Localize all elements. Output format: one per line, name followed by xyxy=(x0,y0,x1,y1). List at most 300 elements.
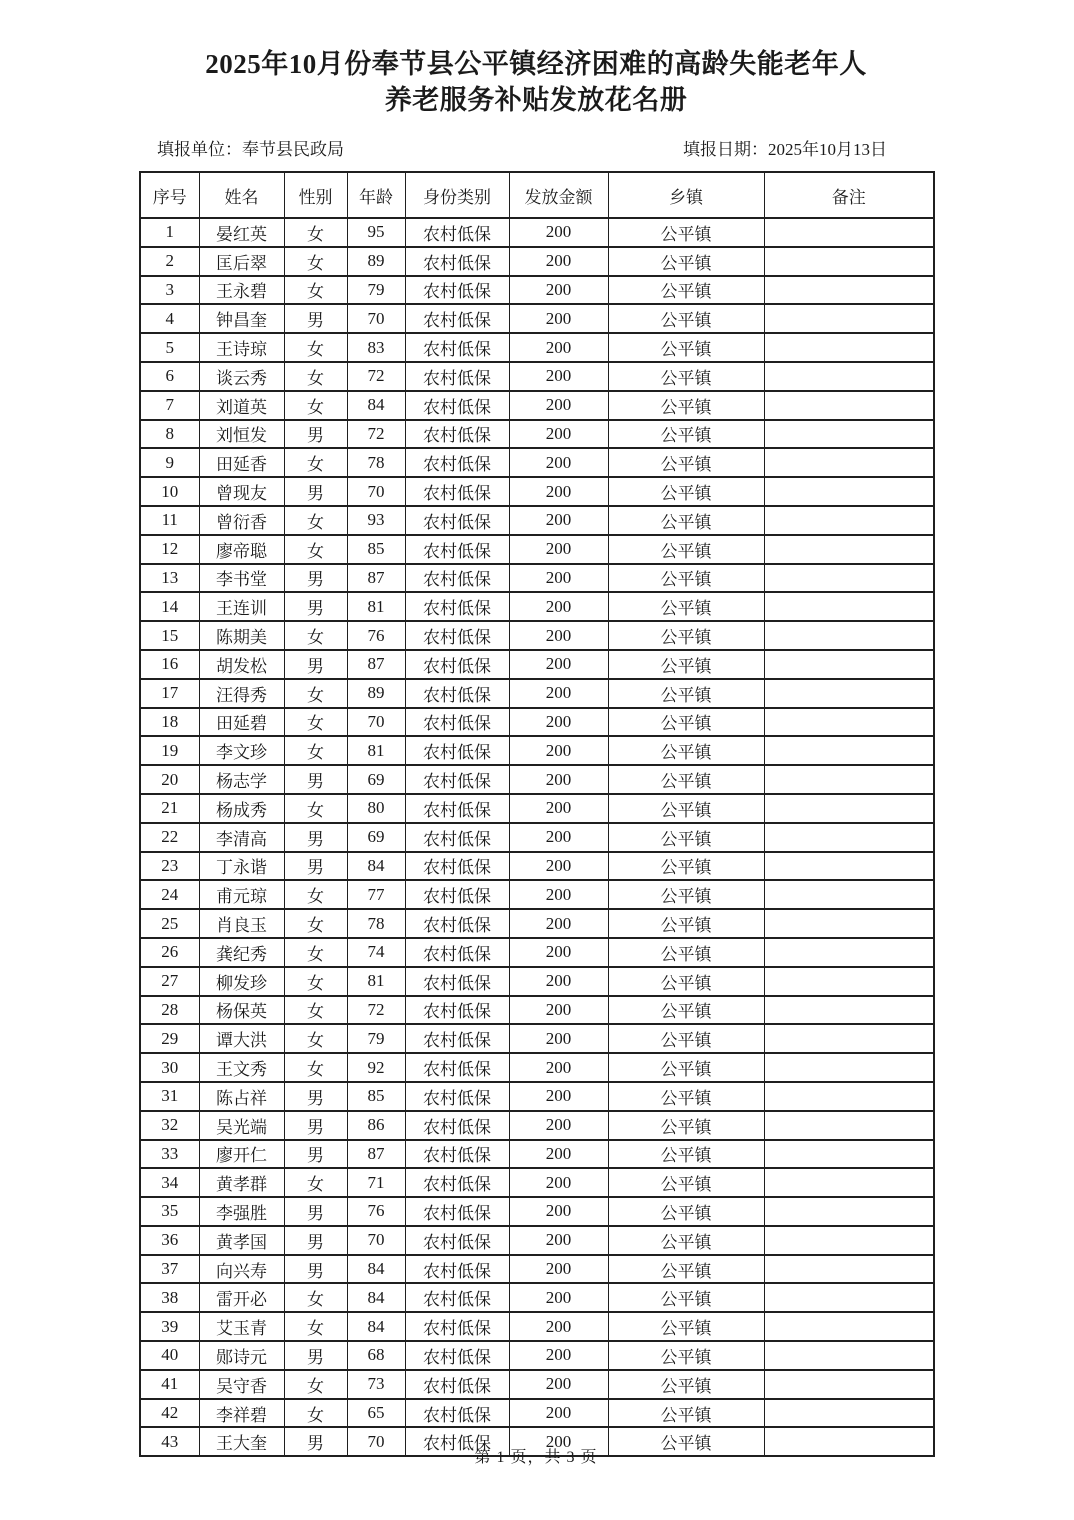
table-cell: 男 xyxy=(284,1255,347,1284)
table-cell: 200 xyxy=(509,1427,608,1456)
table-cell: 81 xyxy=(347,967,405,996)
table-cell: 公平镇 xyxy=(608,592,764,621)
reporting-date-label: 填报日期：2025年10月13日 xyxy=(683,140,887,159)
table-cell: 200 xyxy=(509,1024,608,1053)
table-cell: 200 xyxy=(509,1111,608,1140)
table-cell xyxy=(764,1082,934,1111)
table-cell: 女 xyxy=(284,506,347,535)
reporting-unit-label: 填报单位：奉节县民政局 xyxy=(157,140,344,159)
table-row xyxy=(140,1111,934,1140)
table-row xyxy=(140,765,934,794)
table-cell xyxy=(764,333,934,362)
table-cell xyxy=(764,1053,934,1082)
table-cell: 王大奎 xyxy=(199,1427,284,1456)
table-cell: 公平镇 xyxy=(608,276,764,305)
table-row xyxy=(140,592,934,621)
table-cell: 200 xyxy=(509,1226,608,1255)
table-cell: 200 xyxy=(509,880,608,909)
table-cell: 男 xyxy=(284,1197,347,1226)
table-cell: 李强胜 xyxy=(199,1197,284,1226)
column-header: 年龄 xyxy=(347,172,405,218)
table-cell: 女 xyxy=(284,1053,347,1082)
column-header: 姓名 xyxy=(199,172,284,218)
table-cell: 39 xyxy=(140,1312,199,1341)
table-cell: 女 xyxy=(284,938,347,967)
table-cell: 9 xyxy=(140,448,199,477)
table-cell: 农村低保 xyxy=(405,333,509,362)
table-cell: 女 xyxy=(284,362,347,391)
table-cell: 13 xyxy=(140,564,199,593)
table-cell: 公平镇 xyxy=(608,391,764,420)
table-row xyxy=(140,1197,934,1226)
table-cell: 农村低保 xyxy=(405,1399,509,1428)
table-cell: 200 xyxy=(509,852,608,881)
table-row xyxy=(140,535,934,564)
table-cell xyxy=(764,535,934,564)
table-cell: 70 xyxy=(347,304,405,333)
table-row xyxy=(140,1283,934,1312)
table-cell: 200 xyxy=(509,448,608,477)
table-cell: 田延香 xyxy=(199,448,284,477)
table-cell: 74 xyxy=(347,938,405,967)
column-header: 序号 xyxy=(140,172,199,218)
table-row xyxy=(140,1370,934,1399)
table-cell: 女 xyxy=(284,218,347,247)
table-cell: 93 xyxy=(347,506,405,535)
table-cell: 26 xyxy=(140,938,199,967)
table-cell: 22 xyxy=(140,823,199,852)
column-header: 乡镇 xyxy=(608,172,764,218)
table-cell: 公平镇 xyxy=(608,938,764,967)
table-row xyxy=(140,304,934,333)
table-cell: 公平镇 xyxy=(608,218,764,247)
table-cell: 农村低保 xyxy=(405,247,509,276)
table-cell: 27 xyxy=(140,967,199,996)
table-row xyxy=(140,1255,934,1284)
table-cell: 农村低保 xyxy=(405,535,509,564)
table-cell: 42 xyxy=(140,1399,199,1428)
table-cell xyxy=(764,218,934,247)
table-cell: 女 xyxy=(284,247,347,276)
table-cell: 农村低保 xyxy=(405,736,509,765)
table-cell xyxy=(764,506,934,535)
table-cell: 农村低保 xyxy=(405,1255,509,1284)
table-cell: 吴光端 xyxy=(199,1111,284,1140)
table-cell: 农村低保 xyxy=(405,996,509,1025)
table-cell: 11 xyxy=(140,506,199,535)
table-cell xyxy=(764,362,934,391)
table-cell: 公平镇 xyxy=(608,1399,764,1428)
table-cell: 曾衍香 xyxy=(199,506,284,535)
table-cell: 31 xyxy=(140,1082,199,1111)
table-cell xyxy=(764,1312,934,1341)
table-cell xyxy=(764,1111,934,1140)
table-cell: 200 xyxy=(509,938,608,967)
table-cell: 84 xyxy=(347,1283,405,1312)
table-cell: 公平镇 xyxy=(608,333,764,362)
table-cell: 公平镇 xyxy=(608,679,764,708)
table-cell: 公平镇 xyxy=(608,650,764,679)
table-cell xyxy=(764,1283,934,1312)
table-cell xyxy=(764,1197,934,1226)
table-row xyxy=(140,218,934,247)
table-cell: 农村低保 xyxy=(405,1140,509,1169)
table-cell: 2 xyxy=(140,247,199,276)
table-cell: 200 xyxy=(509,564,608,593)
column-header: 身份类别 xyxy=(405,172,509,218)
table-cell: 78 xyxy=(347,448,405,477)
table-cell: 男 xyxy=(284,852,347,881)
table-cell: 农村低保 xyxy=(405,852,509,881)
table-cell: 30 xyxy=(140,1053,199,1082)
table-cell: 20 xyxy=(140,765,199,794)
table-cell: 肖良玉 xyxy=(199,909,284,938)
table-cell: 李文珍 xyxy=(199,736,284,765)
table-cell: 公平镇 xyxy=(608,621,764,650)
table-cell: 70 xyxy=(347,1226,405,1255)
table-cell: 钟昌奎 xyxy=(199,304,284,333)
table-cell: 200 xyxy=(509,1140,608,1169)
page-title xyxy=(139,46,933,118)
table-cell xyxy=(764,1168,934,1197)
table-cell xyxy=(764,1140,934,1169)
table-cell: 女 xyxy=(284,1312,347,1341)
table-cell: 65 xyxy=(347,1399,405,1428)
table-cell: 农村低保 xyxy=(405,938,509,967)
table-cell xyxy=(764,765,934,794)
table-cell: 曾现友 xyxy=(199,477,284,506)
table-cell: 76 xyxy=(347,1197,405,1226)
table-cell xyxy=(764,794,934,823)
table-cell: 69 xyxy=(347,765,405,794)
table-cell: 公平镇 xyxy=(608,1370,764,1399)
table-row xyxy=(140,996,934,1025)
table-cell: 王诗琼 xyxy=(199,333,284,362)
table-cell: 200 xyxy=(509,362,608,391)
table-cell: 84 xyxy=(347,1255,405,1284)
table-cell: 农村低保 xyxy=(405,708,509,737)
table-row xyxy=(140,650,934,679)
table-cell: 刘恒发 xyxy=(199,420,284,449)
table-cell: 农村低保 xyxy=(405,1024,509,1053)
table-cell: 柳发珍 xyxy=(199,967,284,996)
column-header: 性别 xyxy=(284,172,347,218)
table-cell xyxy=(764,708,934,737)
table-cell: 200 xyxy=(509,391,608,420)
table-cell xyxy=(764,304,934,333)
table-row xyxy=(140,1140,934,1169)
table-cell: 男 xyxy=(284,1140,347,1169)
table-row xyxy=(140,1341,934,1370)
table-cell: 78 xyxy=(347,909,405,938)
table-row xyxy=(140,708,934,737)
table-cell: 郧诗元 xyxy=(199,1341,284,1370)
table-row xyxy=(140,1024,934,1053)
table-cell: 农村低保 xyxy=(405,477,509,506)
table-row xyxy=(140,823,934,852)
table-cell: 79 xyxy=(347,276,405,305)
table-row xyxy=(140,621,934,650)
table-cell: 200 xyxy=(509,1312,608,1341)
table-cell: 87 xyxy=(347,564,405,593)
table-cell: 农村低保 xyxy=(405,880,509,909)
table-cell: 廖开仁 xyxy=(199,1140,284,1169)
table-cell: 龚纪秀 xyxy=(199,938,284,967)
table-cell: 40 xyxy=(140,1341,199,1370)
table-cell: 女 xyxy=(284,1283,347,1312)
table-cell: 女 xyxy=(284,909,347,938)
table-cell xyxy=(764,564,934,593)
table-cell: 200 xyxy=(509,909,608,938)
table-row xyxy=(140,938,934,967)
table-cell xyxy=(764,1255,934,1284)
table-cell: 200 xyxy=(509,708,608,737)
table-cell: 公平镇 xyxy=(608,1053,764,1082)
table-cell: 4 xyxy=(140,304,199,333)
table-cell: 公平镇 xyxy=(608,996,764,1025)
table-cell xyxy=(764,1024,934,1053)
table-cell: 农村低保 xyxy=(405,564,509,593)
table-cell: 72 xyxy=(347,362,405,391)
table-row xyxy=(140,794,934,823)
table-cell: 女 xyxy=(284,708,347,737)
table-cell: 公平镇 xyxy=(608,852,764,881)
table-cell: 200 xyxy=(509,247,608,276)
table-cell: 女 xyxy=(284,996,347,1025)
table-cell: 农村低保 xyxy=(405,1111,509,1140)
table-cell: 公平镇 xyxy=(608,880,764,909)
table-cell: 农村低保 xyxy=(405,1053,509,1082)
table-row xyxy=(140,736,934,765)
table-cell: 公平镇 xyxy=(608,823,764,852)
table-row xyxy=(140,880,934,909)
table-cell: 5 xyxy=(140,333,199,362)
table-cell: 向兴寿 xyxy=(199,1255,284,1284)
table-cell: 37 xyxy=(140,1255,199,1284)
table-row xyxy=(140,564,934,593)
table-row xyxy=(140,1226,934,1255)
table-cell xyxy=(764,852,934,881)
table-cell: 84 xyxy=(347,1312,405,1341)
table-cell: 68 xyxy=(347,1341,405,1370)
table-cell: 男 xyxy=(284,1427,347,1456)
table-cell: 田延碧 xyxy=(199,708,284,737)
table-cell: 女 xyxy=(284,1168,347,1197)
table-cell: 农村低保 xyxy=(405,1168,509,1197)
table-cell: 刘道英 xyxy=(199,391,284,420)
table-cell: 73 xyxy=(347,1370,405,1399)
table-cell: 农村低保 xyxy=(405,362,509,391)
table-cell: 6 xyxy=(140,362,199,391)
table-cell: 200 xyxy=(509,218,608,247)
table-cell: 杨保英 xyxy=(199,996,284,1025)
table-row xyxy=(140,362,934,391)
table-cell xyxy=(764,909,934,938)
table-cell xyxy=(764,736,934,765)
table-cell: 男 xyxy=(284,420,347,449)
table-cell: 公平镇 xyxy=(608,506,764,535)
table-cell: 农村低保 xyxy=(405,1197,509,1226)
table-cell: 200 xyxy=(509,823,608,852)
table-row xyxy=(140,1168,934,1197)
table-cell: 38 xyxy=(140,1283,199,1312)
table-cell: 农村低保 xyxy=(405,1427,509,1456)
table-cell xyxy=(764,276,934,305)
table-cell: 农村低保 xyxy=(405,679,509,708)
table-cell: 女 xyxy=(284,736,347,765)
table-cell: 公平镇 xyxy=(608,765,764,794)
table-cell: 汪得秀 xyxy=(199,679,284,708)
table-cell: 89 xyxy=(347,247,405,276)
table-cell: 200 xyxy=(509,996,608,1025)
table-cell: 农村低保 xyxy=(405,218,509,247)
table-cell: 34 xyxy=(140,1168,199,1197)
table-cell: 农村低保 xyxy=(405,1283,509,1312)
table-cell: 农村低保 xyxy=(405,967,509,996)
table-cell: 李清高 xyxy=(199,823,284,852)
table-cell: 男 xyxy=(284,1341,347,1370)
table-cell: 农村低保 xyxy=(405,1341,509,1370)
table-cell: 15 xyxy=(140,621,199,650)
table-cell: 70 xyxy=(347,477,405,506)
table-cell: 33 xyxy=(140,1140,199,1169)
table-cell xyxy=(764,621,934,650)
table-cell: 谭大洪 xyxy=(199,1024,284,1053)
table-cell: 公平镇 xyxy=(608,304,764,333)
table-cell: 200 xyxy=(509,420,608,449)
table-cell: 吴守香 xyxy=(199,1370,284,1399)
table-cell: 200 xyxy=(509,477,608,506)
table-cell: 女 xyxy=(284,276,347,305)
table-row xyxy=(140,1082,934,1111)
table-cell: 女 xyxy=(284,1024,347,1053)
table-cell: 85 xyxy=(347,1082,405,1111)
table-cell: 79 xyxy=(347,1024,405,1053)
table-cell: 农村低保 xyxy=(405,794,509,823)
table-cell: 公平镇 xyxy=(608,535,764,564)
table-cell: 71 xyxy=(347,1168,405,1197)
table-cell: 女 xyxy=(284,391,347,420)
table-cell: 公平镇 xyxy=(608,362,764,391)
table-cell: 农村低保 xyxy=(405,650,509,679)
table-cell: 1 xyxy=(140,218,199,247)
table-cell: 200 xyxy=(509,1399,608,1428)
table-cell: 29 xyxy=(140,1024,199,1053)
table-cell: 农村低保 xyxy=(405,1082,509,1111)
page-number: 第 1 页，共 3 页 xyxy=(474,1449,598,1467)
table-cell: 公平镇 xyxy=(608,909,764,938)
table-cell: 女 xyxy=(284,794,347,823)
table-cell: 公平镇 xyxy=(608,1312,764,1341)
table-cell: 李祥碧 xyxy=(199,1399,284,1428)
table-cell: 87 xyxy=(347,1140,405,1169)
table-cell: 杨成秀 xyxy=(199,794,284,823)
table-cell: 36 xyxy=(140,1226,199,1255)
table-cell xyxy=(764,967,934,996)
table-cell: 陈占祥 xyxy=(199,1082,284,1111)
table-cell: 丁永谐 xyxy=(199,852,284,881)
table-cell: 农村低保 xyxy=(405,391,509,420)
roster-sheet xyxy=(139,0,933,1467)
table-cell: 廖帝聪 xyxy=(199,535,284,564)
table-cell: 14 xyxy=(140,592,199,621)
table-cell: 农村低保 xyxy=(405,276,509,305)
table-cell: 陈期美 xyxy=(199,621,284,650)
table-cell: 农村低保 xyxy=(405,304,509,333)
table-cell: 公平镇 xyxy=(608,1024,764,1053)
table-cell: 公平镇 xyxy=(608,794,764,823)
table-cell: 男 xyxy=(284,650,347,679)
table-cell: 19 xyxy=(140,736,199,765)
table-cell: 18 xyxy=(140,708,199,737)
table-cell: 公平镇 xyxy=(608,448,764,477)
table-cell: 王文秀 xyxy=(199,1053,284,1082)
table-cell: 公平镇 xyxy=(608,1255,764,1284)
table-cell: 公平镇 xyxy=(608,1140,764,1169)
table-cell: 70 xyxy=(347,1427,405,1456)
table-cell: 农村低保 xyxy=(405,448,509,477)
table-cell: 87 xyxy=(347,650,405,679)
table-cell: 80 xyxy=(347,794,405,823)
table-cell: 农村低保 xyxy=(405,1312,509,1341)
table-cell: 甫元琼 xyxy=(199,880,284,909)
column-header: 备注 xyxy=(764,172,934,218)
table-cell: 8 xyxy=(140,420,199,449)
table-cell: 农村低保 xyxy=(405,765,509,794)
table-cell: 李书堂 xyxy=(199,564,284,593)
table-cell: 男 xyxy=(284,304,347,333)
meta-row xyxy=(139,139,933,161)
table-cell: 10 xyxy=(140,477,199,506)
table-cell: 男 xyxy=(284,1082,347,1111)
table-cell: 晏红英 xyxy=(199,218,284,247)
table-cell: 黄孝国 xyxy=(199,1226,284,1255)
table-cell: 女 xyxy=(284,967,347,996)
table-cell: 农村低保 xyxy=(405,621,509,650)
table-cell: 92 xyxy=(347,1053,405,1082)
table-cell: 43 xyxy=(140,1427,199,1456)
page-title-line1: 2025年10月份奉节县公平镇经济困难的高龄失能老年人 xyxy=(205,49,867,79)
table-cell: 95 xyxy=(347,218,405,247)
table-cell: 农村低保 xyxy=(405,506,509,535)
table-cell: 200 xyxy=(509,736,608,765)
table-cell: 公平镇 xyxy=(608,967,764,996)
table-cell: 70 xyxy=(347,708,405,737)
table-cell: 83 xyxy=(347,333,405,362)
table-cell: 公平镇 xyxy=(608,736,764,765)
table-cell: 200 xyxy=(509,1168,608,1197)
table-cell: 89 xyxy=(347,679,405,708)
table-cell: 200 xyxy=(509,1082,608,1111)
table-row xyxy=(140,852,934,881)
table-cell: 男 xyxy=(284,564,347,593)
table-cell: 41 xyxy=(140,1370,199,1399)
table-row xyxy=(140,1312,934,1341)
table-cell: 农村低保 xyxy=(405,1370,509,1399)
table-cell: 86 xyxy=(347,1111,405,1140)
table-cell xyxy=(764,938,934,967)
table-cell: 200 xyxy=(509,794,608,823)
table-cell: 雷开必 xyxy=(199,1283,284,1312)
table-header-row xyxy=(140,172,934,218)
table-cell: 28 xyxy=(140,996,199,1025)
table-row xyxy=(140,909,934,938)
table-cell: 200 xyxy=(509,650,608,679)
table-cell: 公平镇 xyxy=(608,1427,764,1456)
table-cell: 200 xyxy=(509,967,608,996)
table-cell: 男 xyxy=(284,765,347,794)
table-cell: 女 xyxy=(284,679,347,708)
